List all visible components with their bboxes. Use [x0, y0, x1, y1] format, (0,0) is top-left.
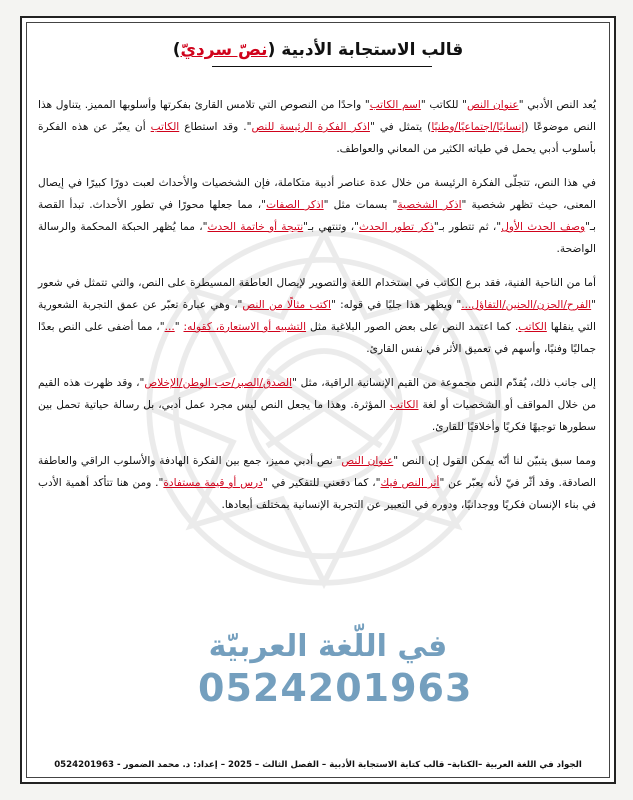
template-body	[38, 94, 596, 528]
placeholder-field: التشبيه أو الاستعارة، كقوله:	[183, 321, 307, 333]
paragraph-text: ومما سبق يتبيّن لنا أنّه يمكن القول إن النص "	[393, 455, 596, 467]
title-genre: نصّ سرديّ	[180, 40, 268, 60]
paragraph-text: يُعد النص الأدبي "	[518, 99, 596, 111]
paragraph-2	[38, 172, 596, 260]
paragraph-text: ". ومن هنا تتأكد أهمية الأدب في بناء الإنسان فكريًا ووجدانيًا، ودوره في التعبير عن التجربة الإنسانية بمختلف أبعادها.	[38, 477, 596, 511]
paragraph-4	[38, 372, 596, 438]
document-page	[20, 16, 616, 784]
title-close-paren: )	[172, 40, 181, 60]
paragraph-text: "، ثم تتطور بـ"	[433, 221, 502, 233]
placeholder-field: اذكر الفكرة الرئيسة للنص	[251, 121, 370, 133]
paragraph-text: "	[174, 321, 184, 333]
placeholder-field: ...	[164, 321, 175, 333]
placeholder-field: أثر النص فيك	[380, 477, 440, 489]
paragraph-text: "، وهي عبارة تعبّر عن عمق التجربة الشعورية التي ينقلها	[38, 299, 596, 333]
paragraph-1	[38, 94, 596, 160]
placeholder-field: عنوان النص	[467, 99, 519, 111]
placeholder-field: الفرح/الحزن/الحنين/التفاؤل...	[461, 299, 592, 311]
paragraph-text: "، مما جعلها محورًا في تطور الأحداث. تبدأ القصة بـ"	[38, 199, 596, 233]
paragraph-3	[38, 272, 596, 360]
placeholder-field: الكاتب	[150, 121, 180, 133]
title-main: قالب الاستجابة الأدبية	[281, 40, 464, 60]
page-footer: الجواد في اللغة العربية –الكتابة– قالب كتابة الاستجابة الأدبية – الفصل الثالث – 2025 – إعداد: د. محمد الضمور - 0524201963	[54, 760, 582, 770]
paragraph-text: . كما اعتمد النص على بعض الصور البلاغية مثل	[306, 321, 519, 333]
paragraph-text: " بسمات مثل "	[323, 199, 398, 211]
title-underline	[212, 66, 432, 67]
placeholder-field: إنسانيًا/اجتماعيًا/وطنيًا	[431, 121, 525, 133]
paragraph-text: أن يعبّر عن هذه الفكرة بأسلوب أدبي يحمل في طياته الكثير من المعاني والعواطف.	[38, 121, 596, 155]
paragraph-text: "، كما دفعني للتفكير في "	[262, 477, 381, 489]
placeholder-field: نتيجة أو خاتمة الحدث	[207, 221, 304, 233]
paragraph-text: ) يتمثل في "	[369, 121, 432, 133]
placeholder-field: اذكر الصفات	[266, 199, 324, 211]
placeholder-field: الصدق/الصبر/حب الوطن/الإخلاص	[144, 377, 293, 389]
paragraph-text: " ويظهر هذا جليًا في قوله: "	[330, 299, 462, 311]
paragraph-text: "، مما أضفى على النص بعدًا جماليًا وفنيًا، وأسهم في تعميق الأثر في نفس القارئ.	[38, 321, 596, 355]
paragraph-text: ". وقد استطاع	[179, 121, 252, 133]
paragraph-text: المؤثرة. وهذا ما يجعل النص ليس مجرد عمل أدبي، بل رسالة حياتية تحمل بين سطورها توجيهًا فكريًا وأخلاقيًا للقارئ.	[38, 399, 596, 433]
paragraph-text: " للكاتب "	[420, 99, 468, 111]
placeholder-field: درس أو قيمة مستفادة	[163, 477, 263, 489]
paragraph-text: "، وقد ظهرت هذه القيم من خلال المواقف أو الشخصيات أو لغة	[38, 377, 596, 411]
placeholder-field: اذكر الشخصية	[397, 199, 462, 211]
paragraph-text: إلى جانب ذلك، يُقدّم النص مجموعة من القيم الإنسانية الراقية، مثل "	[292, 377, 596, 389]
placeholder-field: اكتب مثالًا من النص	[242, 299, 331, 311]
paragraph-text: " واحدًا من النصوص التي تلامس القارئ بفكرتها وأسلوبها المميز. يتناول هذا النص موضوعًا (	[38, 99, 596, 133]
placeholder-field: عنوان النص	[341, 455, 394, 467]
paragraph-text: أما من الناحية الفنية، فقد برع الكاتب في استخدام اللغة والتصوير لإيصال العاطفة المسيطرة على النص، والتي تتمثل في شعور "	[38, 277, 596, 311]
page-title	[22, 40, 614, 60]
placeholder-field: الكاتب	[389, 399, 419, 411]
title-open-paren: (	[267, 40, 276, 60]
paragraph-text: في هذا النص، تتجلّى الفكرة الرئيسة من خلال عدة عناصر أدبية متكاملة، فإن الشخصيات والأحداث لعبت دورًا كبيرًا في إيصال المعنى، حيث تظهر شخصية "	[38, 177, 596, 211]
placeholder-field: الكاتب	[518, 321, 547, 333]
paragraph-text: " نص أدبي مميز، جمع بين الفكرة الهادفة والأسلوب الراقي والعاطفة الصادقة. وقد أثّر فيّ لأنه يعبّر عن "	[38, 455, 596, 489]
paragraph-text: "، مما يُظهر الحبكة المحكمة والرسالة الواضحة.	[38, 221, 596, 255]
placeholder-field: وصف الحدث الأول	[501, 221, 586, 233]
paragraph-text: "، وتنتهي بـ"	[303, 221, 360, 233]
watermark-subject: في اللّغة العربيّة	[208, 629, 448, 664]
placeholder-field: اسم الكاتب	[369, 99, 421, 111]
paragraph-5	[38, 450, 596, 516]
placeholder-field: ذكر تطور الحدث	[359, 221, 434, 233]
watermark-phone: 0524201963	[198, 666, 473, 710]
